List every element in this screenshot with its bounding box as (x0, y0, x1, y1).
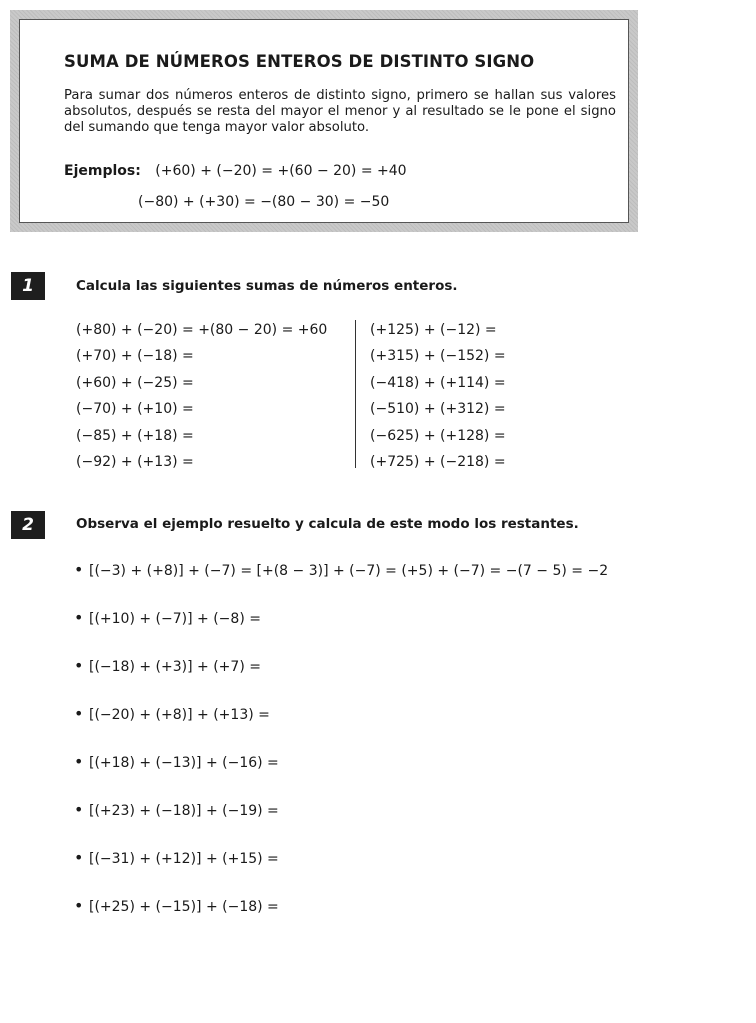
sum-item: (−85) + (+18) = (76, 427, 194, 444)
rule-box (10, 10, 638, 232)
examples-label: Ejemplos: (64, 163, 141, 179)
list-item (74, 753, 608, 801)
exercise-1-instruction: Calcula las siguientes sumas de números enteros. (76, 278, 458, 294)
sum-item: (+125) + (−12) = (370, 322, 497, 338)
exercise-number-badge: 2 (11, 511, 45, 539)
list-item-text: [(−3) + (+8)] + (−7) = [+(8 − 3)] + (−7) = (+5) + (−7) = −(7 − 5) = −2 (89, 563, 609, 579)
exercise-number-badge: 1 (11, 272, 45, 300)
bullet-icon: • (74, 800, 84, 819)
sum-item: (+315) + (−152) = (370, 348, 506, 365)
sum-item: (+60) + (−25) = (76, 374, 194, 391)
example-row-1 (64, 163, 407, 179)
list-item (74, 561, 608, 609)
sum-item: (+725) + (−218) = (370, 453, 506, 470)
column-divider (355, 320, 356, 468)
rule-text: Para sumar dos números enteros de distinto signo, primero se hallan sus valores absolutos, después se resta del mayor el menor y al resultado se le pone el signo del sumando que tenga mayor valor absoluto. (64, 88, 616, 135)
sum-item: (−70) + (+10) = (76, 401, 194, 418)
list-item (74, 657, 608, 705)
list-item-text: [(+25) + (−15)] + (−18) = (89, 899, 279, 915)
list-item (74, 897, 608, 945)
list-item (74, 849, 608, 897)
exercise-1-right-column (370, 320, 506, 478)
list-item-text: [(+23) + (−18)] + (−19) = (89, 803, 279, 819)
list-item (74, 801, 608, 849)
sum-item: (+80) + (−20) = +(80 − 20) = +60 (76, 322, 328, 338)
list-item-text: [(−18) + (+3)] + (+7) = (89, 659, 261, 675)
bullet-icon: • (74, 608, 84, 627)
example-1: (+60) + (−20) = +(60 − 20) = +40 (155, 163, 407, 179)
list-item-text: [(−31) + (+12)] + (+15) = (89, 851, 279, 867)
list-item-text: [(−20) + (+8)] + (+13) = (89, 707, 270, 723)
rule-box-inner (19, 19, 629, 223)
list-item (74, 609, 608, 657)
list-item-text: [(+10) + (−7)] + (−8) = (89, 611, 261, 627)
exercise-2-list (74, 561, 608, 945)
sum-item: (+70) + (−18) = (76, 348, 194, 365)
example-row-2 (138, 194, 389, 210)
sum-item: (−625) + (+128) = (370, 427, 506, 444)
exercise-2-instruction: Observa el ejemplo resuelto y calcula de este modo los restantes. (76, 516, 579, 532)
list-item (74, 705, 608, 753)
list-item-text: [(+18) + (−13)] + (−16) = (89, 755, 279, 771)
bullet-icon: • (74, 560, 84, 579)
bullet-icon: • (74, 848, 84, 867)
rule-title: SUMA DE NÚMEROS ENTEROS DE DISTINTO SIGNO (64, 52, 535, 71)
exercise-1-left-column (76, 320, 327, 478)
bullet-icon: • (74, 752, 84, 771)
sum-item: (−510) + (+312) = (370, 401, 506, 418)
bullet-icon: • (74, 896, 84, 915)
bullet-icon: • (74, 704, 84, 723)
example-2: (−80) + (+30) = −(80 − 30) = −50 (138, 194, 390, 210)
bullet-icon: • (74, 656, 84, 675)
sum-item: (−92) + (+13) = (76, 453, 194, 470)
sum-item: (−418) + (+114) = (370, 374, 506, 391)
